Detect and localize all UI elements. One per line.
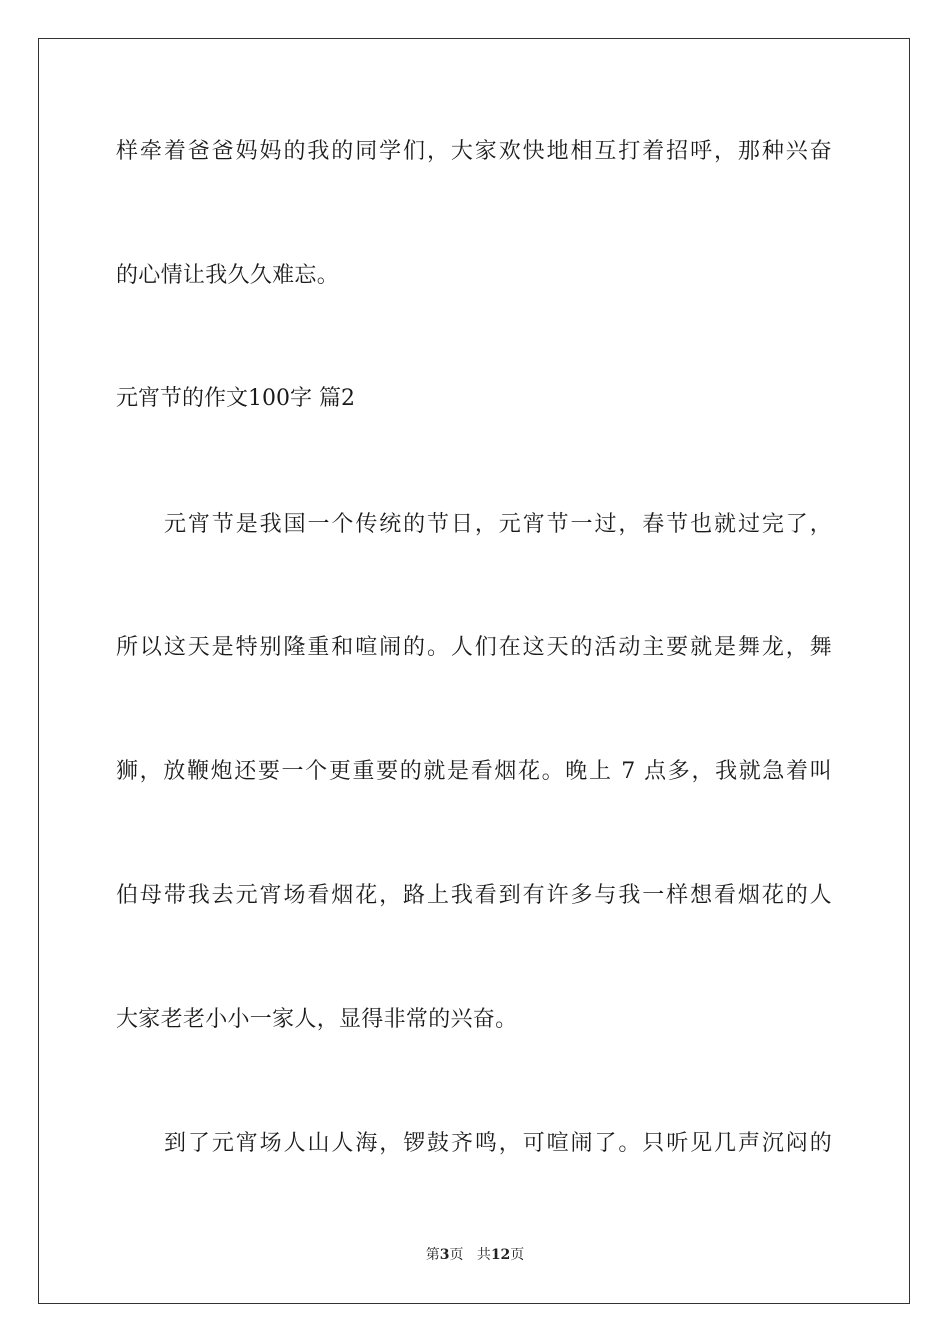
text-line: 大家老老小小一家人，显得非常的兴奋。 (116, 1007, 518, 1032)
page-border (38, 38, 910, 1304)
text-line: 样牵着爸爸妈妈的我的同学们，大家欢快地相互打着招呼，那种兴奋 (116, 139, 832, 164)
text-line: 所以这天是特别隆重和喧闹的。人们在这天的活动主要就是舞龙，舞 (116, 635, 832, 660)
text-line: 到了元宵场人山人海，锣鼓齐鸣，可喧闹了。只听见几声沉闷的 (164, 1131, 832, 1156)
text-line: 伯母带我去元宵场看烟花，路上我看到有许多与我一样想看烟花的人 (116, 883, 832, 908)
text-line: 狮，放鞭炮还要一个更重要的就是看烟花。晚上 7 点多，我就急着叫 (116, 759, 832, 784)
section-heading: 元宵节的作文100字 篇2 (116, 386, 355, 411)
text-line: 的心情让我久久难忘。 (116, 263, 340, 288)
footer-page-suffix: 页 (449, 1247, 464, 1263)
text-line: 元宵节是我国一个传统的节日，元宵节一过，春节也就过完了， (164, 512, 832, 537)
page-number: 3 (439, 1247, 450, 1263)
footer-total-suffix: 页 (510, 1247, 525, 1263)
footer-prefix: 第 (425, 1247, 440, 1263)
total-pages: 12 (490, 1247, 511, 1263)
footer-total-prefix: 共 (476, 1247, 491, 1263)
page-footer (0, 1245, 950, 1265)
